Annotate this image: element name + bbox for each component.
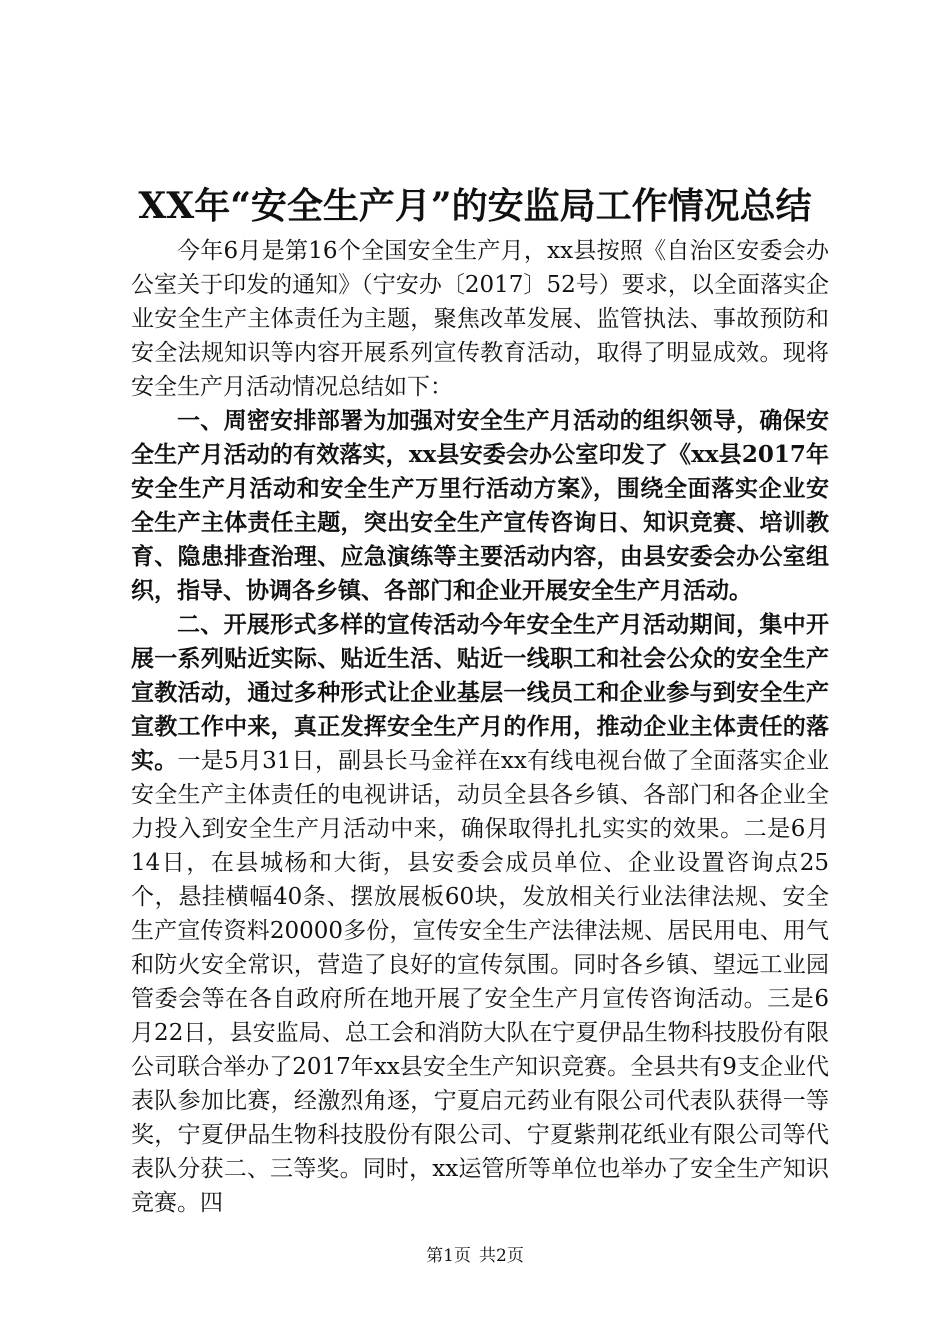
section-2-text: 一是5月31日，副县长马金祥在xx有线电视台做了全面落实企业安全生产主体责任的电视讲话，动员全县各乡镇、各部门和各企业全力投入到安全生产月活动中来，确保取得扎扎实实的效果。二是6月14日，在县城杨和大街，县安委会成员单位、企业设置咨询点25个，悬挂横幅40条、摆放展板60块，发放相关行业法律法规、安全生产宣传资料20000多份，宣传安全生产法律法规、居民用电、用气和防火安全常识，营造了良好的宣传氛围。同时各乡镇、望远工业园管委会等在各自政府所在地开展了安全生产月宣传咨询活动。三是6月22日，县安监局、总工会和消防大队在宁夏伊品生物科技股份有限公司联合举办了2017年xx县安全生产知识竞赛。全县共有9支企业代表队参加比赛，经激烈角逐，宁夏启元药业有限公司代表队获得一等奖，宁夏伊品生物科技股份有限公司、宁夏紫荆花纸业有限公司等代表队分获二、三等奖。同时，xx运管所等单位也举办了安全生产知识竞赛。四 <box>131 748 830 1216</box>
paragraph-section-2 <box>131 608 829 1220</box>
document-title: XX年“安全生产月”的安监局工作情况总结 <box>138 185 812 227</box>
paragraph-intro-text: 今年6月是第16个全国安全生产月，xx县按照《自治区安委会办公室关于印发的通知》（宁安办〔2017〕52号）要求，以全面落实企业安全生产主体责任为主题，聚焦改革发展、监管执法、事故预防和安全法规知识等内容开展系列宣传教育活动，取得了明显成效。现将安全生产月活动情况总结如下： <box>131 238 829 400</box>
paragraph-intro <box>131 234 829 404</box>
page-footer <box>0 1244 950 1268</box>
section-1-text: 一、周密安排部署为加强对安全生产月活动的组织领导，确保安全生产月活动的有效落实，xx县安委会办公室印发了《xx县2017年安全生产月活动和安全生产万里行活动方案》，围绕全面落实企业安全生产主体责任主题，突出安全生产宣传咨询日、知识竞赛、培训教育、隐患排查治理、应急演练等主要活动内容，由县安委会办公室组织，指导、协调各乡镇、各部门和企业开展安全生产月活动。 <box>131 407 829 604</box>
paragraph-section-1 <box>131 404 829 608</box>
document-body <box>131 234 829 1220</box>
page-number-current: 第1页 <box>426 1246 471 1266</box>
page-number-total: 共2页 <box>479 1246 524 1266</box>
section-2-lead: 二、开展形式多样的宣传活动今年安全生产月活动期间，集中开展一系列贴近实际、贴近生活、贴近一线职工和社会公众的安全生产宣教活动，通过多种形式让企业基层一线员工和企业参与到安全生产宣教工作中来，真正发挥安全生产月的作用，推动企业主体责任的落实。 <box>131 611 829 774</box>
